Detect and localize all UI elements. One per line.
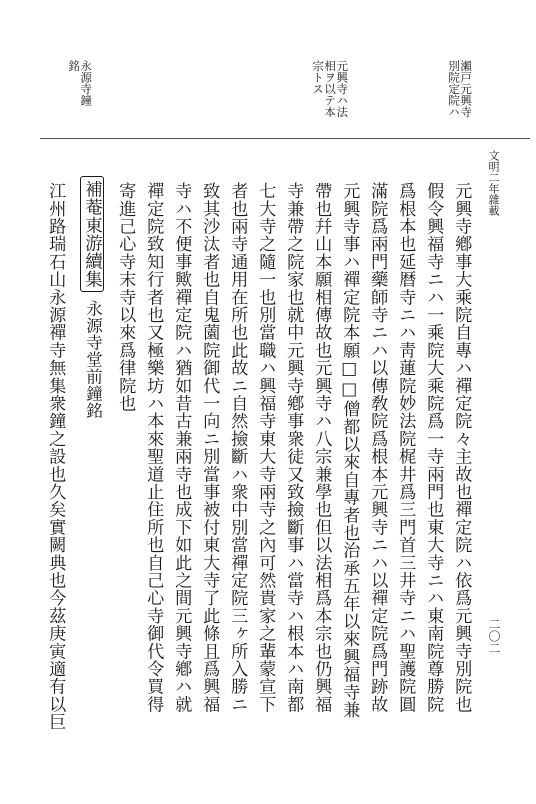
- body-column-4: 滿院爲兩門藥師寺ニハ以傳敎院爲根本元興寺ニハ以禪定院爲門跡故: [367, 182, 388, 713]
- section-subtitle: 永源寺堂前鐘銘: [83, 300, 103, 419]
- margin-note-zenjoin: 瀬戸元興寺別院定院ハ: [447, 60, 474, 118]
- body-column-6: 帶也幷山本願相傳故也元興寺ハ八宗兼學也但以法相爲本宗也仍興福: [311, 182, 332, 713]
- body-column-13: 寄進己心寺末寺以來爲律院也: [115, 182, 136, 413]
- body-column-2: 假令興福寺ニハ一乘院大乘院爲一寺兩門也東大寺ニハ東南院尊勝院: [423, 182, 444, 713]
- body-column-9: 者也兩寺通用在所也此故ニ自然撿斷ハ衆中別當禪定院三ヶ所入勝ニ: [227, 182, 248, 713]
- section-title: 補菴東游續集: [80, 176, 104, 292]
- body-column-7: 寺兼帶之院家也就中元興寺鄕事衆徒又致撿斷事ハ當寺ハ根本ハ南都: [283, 182, 304, 713]
- running-title: 文明二年雜載: [487, 150, 500, 216]
- body-column-1: 元興寺鄕事大乘院自專ハ禪定院々主故也禪定院ハ依爲元興寺別院也: [451, 182, 472, 713]
- page-number: 二〇二: [487, 618, 501, 654]
- body-column-12: 禪定院致知行者也又極樂坊ハ本來聖道止住所也自己心寺御代令買得: [143, 182, 164, 713]
- body-column-10: 致其沙汰者也自鬼薗院御代一向ニ別當事被付東大寺了此條且爲興福: [199, 182, 220, 713]
- body-column-8: 七大寺之隨一也別當職ハ興福寺東大寺兩寺之內可然貴家之輩蒙宣下: [255, 182, 276, 713]
- margin-note-eigenji: 永源寺鐘銘: [67, 60, 94, 106]
- body-column-5: 元興寺事ハ禪定院本願□□僧都以來自專者也治承五年以來興福寺兼: [339, 182, 360, 719]
- body-column-3: 爲根本也延暦寺ニハ靑蓮院妙法院梶井爲三門首三井寺ニハ聖護院圓: [395, 182, 416, 713]
- header-rule: [40, 138, 530, 139]
- body-column-11: 寺ハ不便事歟禪定院ハ猶如昔古兼兩寺也成下如此之間元興寺鄕ハ就: [171, 182, 192, 713]
- margin-note-gangoji: 元興寺ハ法相ヲ以テ本宗トス: [311, 60, 350, 118]
- body-column-last: 江州路瑞石山永源禪寺無集衆鐘之設也久矣實闕典也今茲庚寅適有以巨: [45, 182, 66, 731]
